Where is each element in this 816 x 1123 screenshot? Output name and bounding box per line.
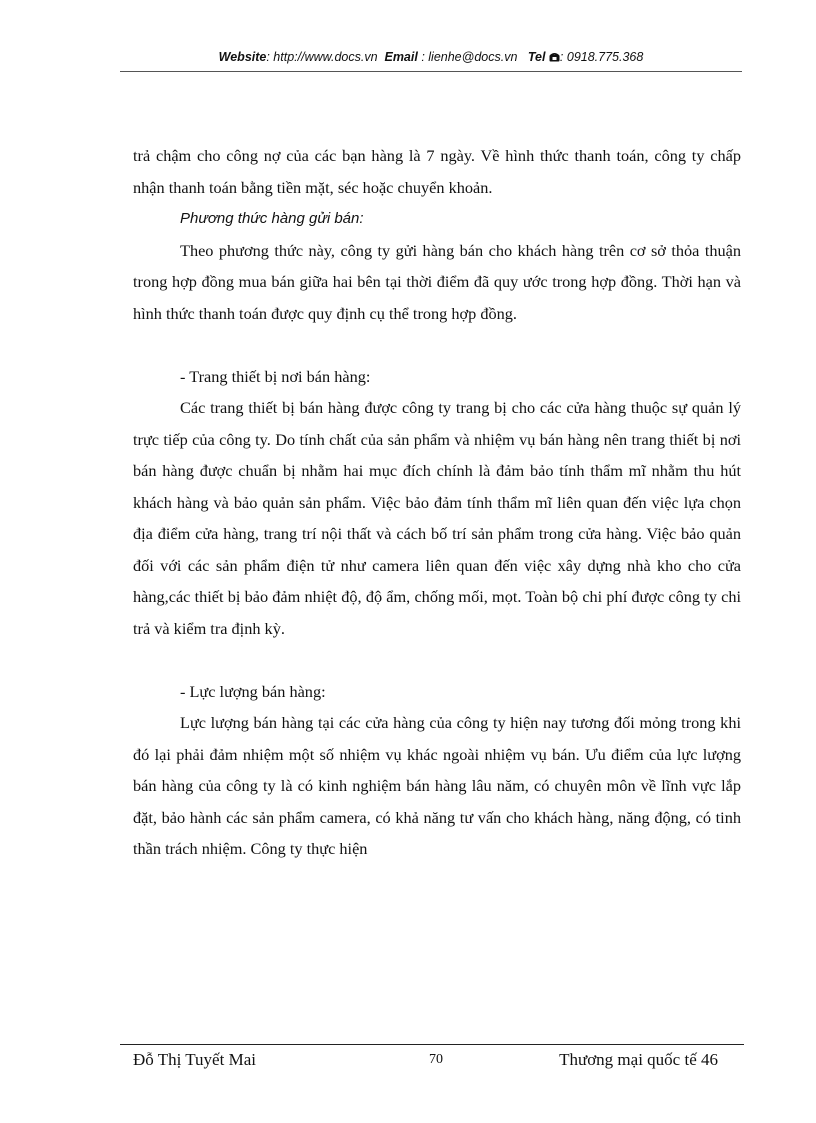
spacer	[133, 644, 741, 676]
website-label: Website	[218, 50, 267, 64]
paragraph-equipment: Các trang thiết bị bán hàng được công ty trang bị cho các cửa hàng thuộc sự quản lý trực tiếp của công ty. Do tính chất của sản phẩm và nhiệm vụ bán hàng nên trang thiết bị nơi bán hàng được chuẩn bị nhằm hai mục đích chính là đảm bảo tính thẩm mĩ nhằm thu hút khách hàng và bảo quản sản phẩm. Việc bảo đảm tính thẩm mĩ liên quan đến việc lựa chọn địa điểm cửa hàng, trang trí nội thất và cách bố trí sản phẩm trong cửa hàng. Việc bảo quản đối với các sản phẩm điện tử như camera liên quan đến việc xây dựng nhà kho cho cửa hàng,các thiết bị bảo đảm nhiệt độ, độ ẩm, chống mối, mọt. Toàn bộ chi phí được công ty chi trả và kiểm tra định kỳ.	[133, 398, 741, 638]
email-address[interactable]: : lienhe@docs.vn	[417, 50, 518, 64]
paragraph-payment-terms: trả chậm cho công nợ của các bạn hàng là 7 ngày. Về hình thức thanh toán, công ty chấp nhận thanh toán bằng tiền mặt, séc hoặc chuyển khoản.	[133, 146, 741, 197]
header-divider	[120, 71, 742, 72]
subheading-consignment: Phương thức hàng gửi bán:	[180, 210, 364, 227]
footer-divider	[120, 1044, 744, 1045]
paragraph-consignment: Theo phương thức này, công ty gửi hàng bán cho khách hàng trên cơ sở thỏa thuận trong hợp đồng mua bán giữa hai bên tại thời điểm đã quy ước trong hợp đồng. Thời hạn và hình thức thanh toán được quy định cụ thể trong hợp đồng.	[133, 240, 741, 323]
tel-number: : 0918.775.368	[559, 50, 644, 64]
spacer	[133, 329, 741, 361]
phone-icon	[549, 50, 560, 64]
footer-author: Đỗ Thị Tuyết Mai	[133, 1050, 256, 1069]
page-header	[120, 50, 742, 64]
email-label: Email	[384, 50, 418, 64]
page-number: 70	[429, 1052, 443, 1067]
website-url[interactable]: : http://www.docs.vn	[266, 50, 378, 64]
section-title-sales-force: - Lực lượng bán hàng:	[180, 681, 326, 701]
tel-label: Tel	[527, 50, 546, 64]
paragraph-sales-force: Lực lượng bán hàng tại các cửa hàng của công ty hiện nay tương đối mỏng trong khi đó lại phải đảm nhiệm một số nhiệm vụ khác ngoài nhiệm vụ bán. Ưu điểm của lực lượng bán hàng của công ty là có kinh nghiệm bán hàng lâu năm, có chuyên môn về lĩnh vực lắp đặt, bảo hành các sản phẩm camera, có khả năng tư vấn cho khách hàng, năng động, có tinh thần trách nhiệm. Công ty thực hiện	[133, 713, 741, 858]
page-footer	[133, 1050, 718, 1076]
section-title-equipment: - Trang thiết bị nơi bán hàng:	[180, 366, 371, 386]
footer-course: Thương mại quốc tế 46	[559, 1050, 718, 1069]
document-body	[133, 140, 741, 865]
